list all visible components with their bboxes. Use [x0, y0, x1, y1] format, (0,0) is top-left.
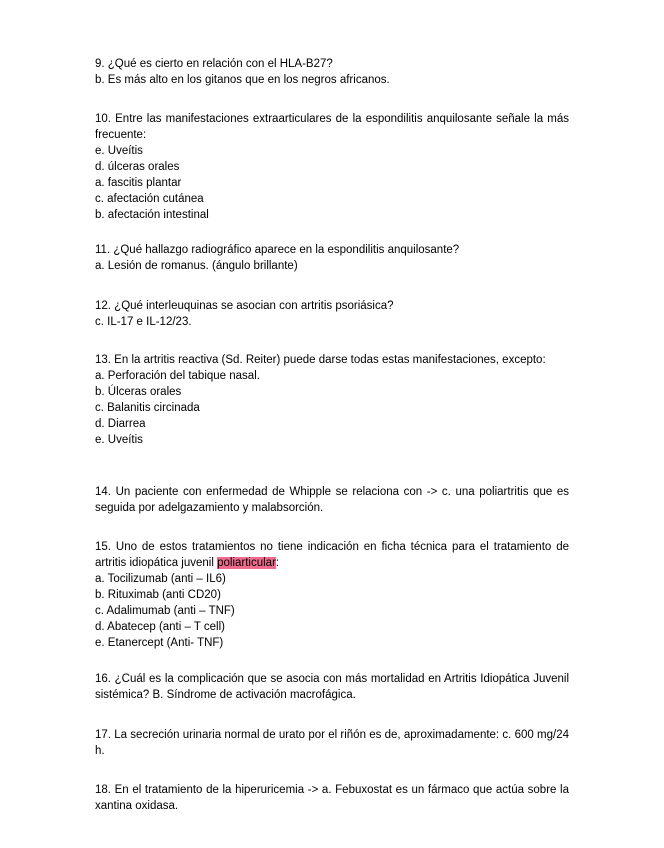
question-14	[95, 484, 569, 516]
question-15-option: b. Rituximab (anti CD20)	[95, 589, 221, 601]
question-10-option: a. fascitis plantar	[95, 177, 182, 189]
question-10-stem: 10. Entre las manifestaciones extraarticulares de la espondilitis anquilosante señale la más frecuente:	[95, 113, 569, 141]
question-9-answer: b. Es más alto en los gitanos que en los negros africanos.	[95, 74, 390, 86]
question-15-option: e. Etanercept (Anti- TNF)	[95, 637, 224, 649]
question-12-stem: 12. ¿Qué interleuquinas se asocian con artritis psoriásica?	[95, 300, 394, 312]
question-15	[95, 539, 569, 651]
question-17-text: 17. La secreción urinaria normal de urato por el riñón es de, aproximadamente: c. 600 mg/24 h.	[95, 729, 569, 757]
question-10-option: c. afectación cutánea	[95, 193, 204, 205]
question-11-answer: a. Lesión de romanus. (ángulo brillante)	[95, 260, 298, 272]
question-15-stem-text: 15. Uno de estos tratamientos no tiene indicación en ficha técnica para el tratamiento de artritis idiopática juvenil	[95, 541, 569, 569]
question-10	[95, 111, 569, 223]
question-15-option: d. Abatecep (anti – T cell)	[95, 621, 225, 633]
highlighted-term: poliarticular	[217, 557, 276, 569]
question-13-option: a. Perforación del tabique nasal.	[95, 370, 260, 382]
question-18	[95, 782, 569, 814]
question-15-stem-colon: :	[275, 557, 280, 569]
question-9	[95, 56, 569, 88]
question-16-text: 16. ¿Cuál es la complicación que se asocia con más mortalidad en Artritis Idiopática Juvenil sistémica? B. Síndrome de activación macrofágica.	[95, 673, 569, 701]
question-10-option: e. Uveítis	[95, 145, 143, 157]
question-12	[95, 298, 569, 330]
question-13	[95, 352, 569, 448]
question-13-stem: 13. En la artritis reactiva (Sd. Reiter) puede darse todas estas manifestaciones, excepto:	[95, 354, 546, 366]
question-14-text: 14. Un paciente con enfermedad de Whipple se relaciona con -> c. una poliartritis que es seguida por adelgazamiento y malabsorción.	[95, 486, 569, 514]
question-18-text: 18. En el tratamiento de la hiperuricemia -> a. Febuxostat es un fármaco que actúa sobre la xantina oxidasa.	[95, 784, 569, 812]
question-17	[95, 727, 569, 759]
question-15-option: a. Tocilizumab (anti – IL6)	[95, 573, 226, 585]
question-13-option: b. Úlceras orales	[95, 386, 182, 398]
question-11-stem: 11. ¿Qué hallazgo radiográfico aparece en la espondilitis anquilosante?	[95, 244, 460, 256]
question-10-option: d. úlceras orales	[95, 161, 180, 173]
question-11	[95, 242, 569, 274]
question-13-option: e. Uveítis	[95, 434, 143, 446]
question-13-option: c. Balanitis circinada	[95, 402, 200, 414]
question-16	[95, 671, 569, 703]
question-13-option: d. Diarrea	[95, 418, 146, 430]
question-10-option: b. afectación intestinal	[95, 209, 209, 221]
question-15-stem	[95, 539, 569, 571]
question-15-option: c. Adalimumab (anti – TNF)	[95, 605, 235, 617]
question-12-answer: c. IL-17 e IL-12/23.	[95, 316, 192, 328]
question-9-stem: 9. ¿Qué es cierto en relación con el HLA-B27?	[95, 58, 333, 70]
